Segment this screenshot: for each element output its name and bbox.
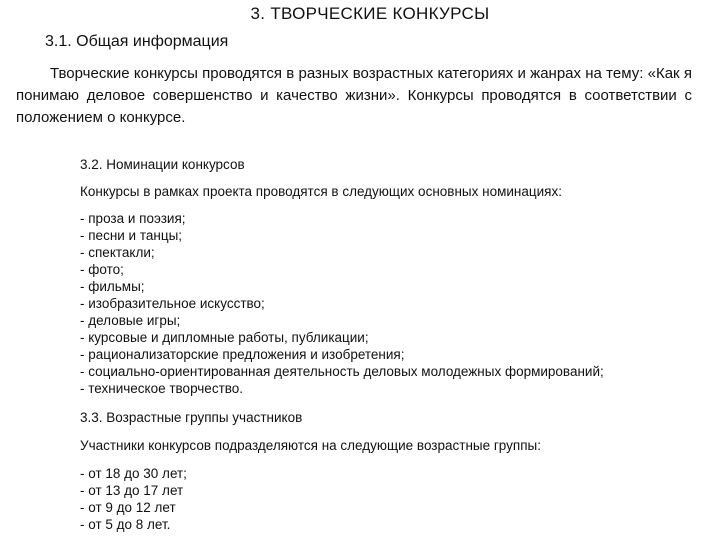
section-heading-general: 3.1. Общая информация bbox=[45, 33, 229, 50]
list-item: - от 5 до 8 лет. bbox=[80, 517, 171, 532]
nominations-list bbox=[80, 210, 604, 397]
list-item: - песни и танцы; bbox=[80, 228, 183, 243]
list-item: - рационализаторские предложения и изобретения; bbox=[80, 347, 405, 362]
list-item: - спектакли; bbox=[80, 245, 155, 260]
age-groups-list bbox=[80, 465, 187, 533]
list-item: - деловые игры; bbox=[80, 313, 181, 328]
list-item: - от 18 до 30 лет; bbox=[80, 466, 187, 481]
section-heading-nominations: 3.2. Номинации конкурсов bbox=[80, 157, 245, 172]
general-paragraph: Творческие конкурсы проводятся в разных возрастных категориях и жанрах на тему: «Как я понимаю деловое совершенство и качество жизни». Конкурсы проводятся в соответствии с положением о конкурсе. bbox=[16, 65, 692, 126]
age-groups-lead: Участники конкурсов подразделяются на следующие возрастные группы: bbox=[80, 438, 541, 453]
list-item: - от 13 до 17 лет bbox=[80, 483, 184, 498]
nominations-lead: Конкурсы в рамках проекта проводятся в следующих основных номинациях: bbox=[80, 184, 562, 199]
list-item: - курсовые и дипломные работы, публикации; bbox=[80, 330, 369, 345]
list-item: - от 9 до 12 лет bbox=[80, 500, 176, 515]
page-title: 3. ТВОРЧЕСКИЕ КОНКУРСЫ bbox=[250, 4, 490, 23]
list-item: - фильмы; bbox=[80, 279, 145, 294]
list-item: - фото; bbox=[80, 262, 124, 277]
list-item: - изобразительное искусство; bbox=[80, 296, 265, 311]
list-item: - проза и поэзия; bbox=[80, 211, 186, 226]
list-item: - техническое творчество. bbox=[80, 381, 244, 396]
section-heading-age-groups: 3.3. Возрастные группы участников bbox=[80, 410, 303, 425]
list-item: - социально-ориентированная деятельность деловых молодежных формирований; bbox=[80, 364, 604, 379]
